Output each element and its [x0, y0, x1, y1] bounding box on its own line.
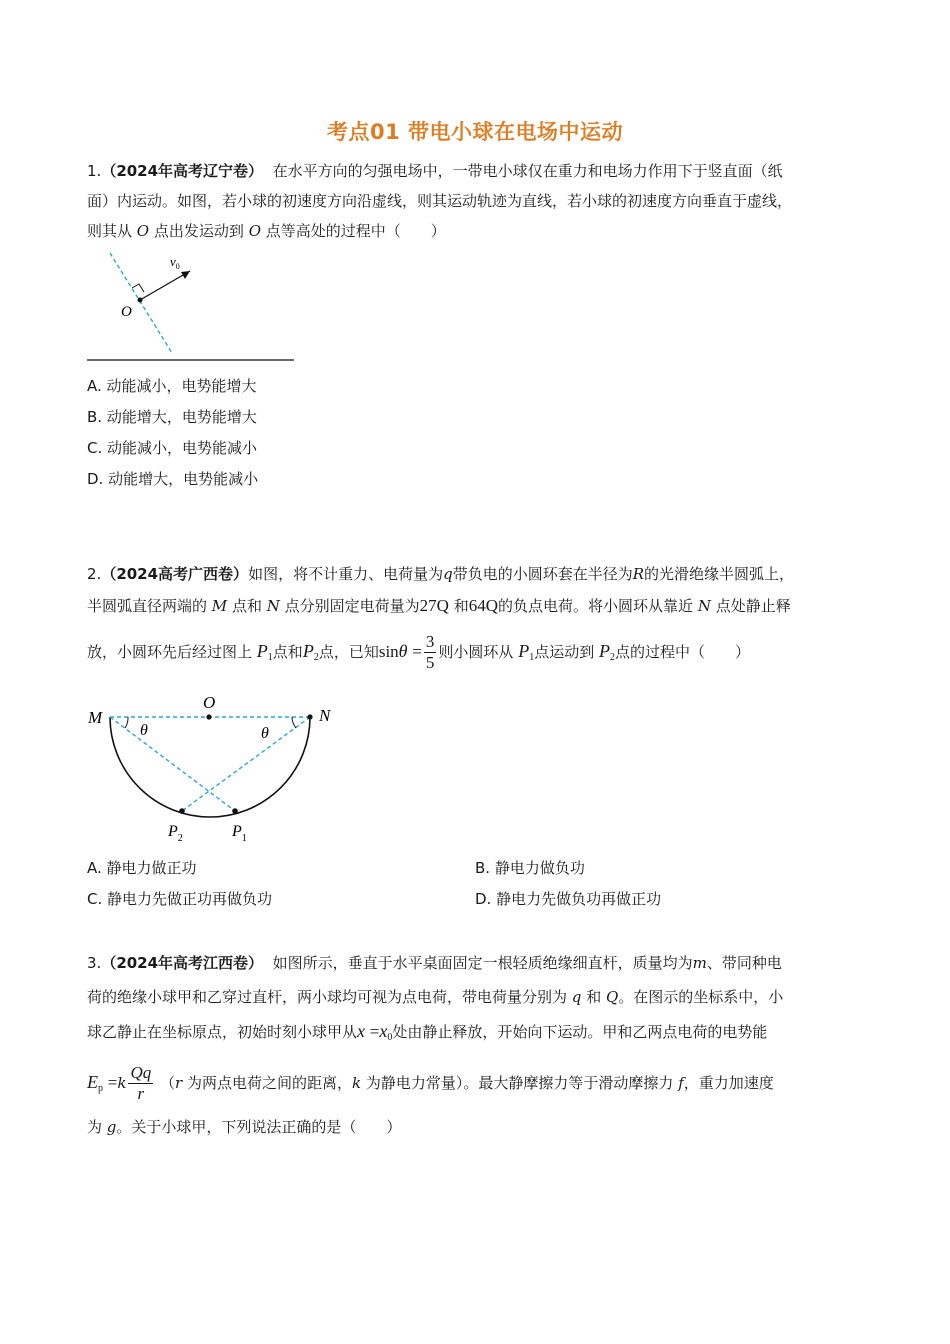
q1-line-2: 面）内运动。如图，若小球的初速度方向沿虚线，则其运动轨迹为直线，若小球的初速度方向垂直于虚线，: [87, 192, 793, 210]
fraction-3-5: $\frac{3}{5}$: [425, 632, 435, 672]
q3-line-1: 3.（2024年高考江西卷） 如图所示，垂直于水平桌面固定一根轻质绝缘细直杆，质量均为m、带同种电: [87, 954, 782, 972]
q3-line-4: $E_p =k$ $\frac{Qq}{r}$ （r 为两点电荷之间的距离，k 为静电力常量）。最大静摩擦力等于滑动摩擦力 f，重力加速度: [87, 1063, 774, 1103]
point-n: [307, 714, 312, 719]
q1-figure: [80, 248, 300, 368]
q2-figure: [82, 690, 342, 850]
fig2-theta-left: θ: [140, 722, 148, 739]
q1-option-b[interactable]: B. 动能增大，电势能增大: [87, 408, 257, 426]
q2-option-b[interactable]: B. 静电力做负功: [475, 859, 585, 877]
q1-option-c[interactable]: C. 动能减小，电势能减小: [87, 439, 258, 457]
line-m-p1: [110, 717, 235, 811]
fig2-o-label: O: [203, 693, 216, 712]
point-p1: [232, 808, 238, 814]
fraction-qq-r: $\frac{Qq}{r}$: [130, 1063, 152, 1103]
point-o: [206, 714, 211, 719]
q1-option-d[interactable]: D. 动能增大，电势能减小: [87, 470, 259, 488]
point-p2: [179, 808, 185, 814]
q3-line-5: 为 g。关于小球甲，下列说法正确的是（ ）: [87, 1118, 402, 1136]
angle-arc-m: [125, 717, 128, 728]
q1-option-a[interactable]: A. 动能减小，电势能增大: [87, 377, 257, 395]
point-o: [138, 298, 143, 303]
q2-line-1: 2.（2024高考广西卷）如图，将不计重力、电荷量为q带负电的小圆环套在半径为R的光滑绝缘半圆弧上，: [87, 565, 795, 583]
q3-line-3: 球乙静止在坐标原点，初始时刻小球甲从$x =x_0$处由静止释放，开始向下运动。甲和乙两点电荷的电势能: [87, 1021, 768, 1043]
q2-line-3: 放，小圆环先后经过图上 $P_1$点和$P_2$点，已知sinθ = $\frac{3}{5}$ 则小圆环从 $P_1$点运动到 $P_2$点的过程中（ ）: [87, 632, 750, 672]
question-1: [87, 156, 877, 246]
velocity-arrow: [140, 271, 190, 300]
question-2: [87, 558, 877, 674]
q2-line-2: 半圆弧直径两端的 M 点和 N 点分别固定电荷量为27Q 和64Q的负点电荷。将小圆环从靠近 N 点处静止释: [87, 596, 791, 615]
question-3: [87, 946, 877, 1144]
fig2-theta-right: θ: [261, 725, 269, 742]
fig2-p2-label: $P_2$: [168, 823, 183, 844]
q3-line-2: 荷的绝缘小球甲和乙穿过直杆，两小球均可视为点电荷，带电荷量分别为 q 和 Q。在图示的坐标系中，小: [87, 988, 784, 1006]
q2-option-a[interactable]: A. 静电力做正功: [87, 859, 197, 877]
fig2-m-label: M: [88, 708, 103, 727]
q1-line-3: 则其从 O 点出发运动到 O 点等高处的过程中（ ）: [87, 222, 446, 240]
page-title: 考点01 带电小球在电场中运动: [326, 120, 624, 144]
angle-arc-n: [292, 717, 296, 728]
fig2-p1-label: $P_1$: [232, 823, 247, 844]
fig2-n-label: N: [319, 706, 331, 725]
q2-option-d[interactable]: D. 静电力先做负功再做正功: [475, 890, 662, 908]
line-n-p2: [182, 717, 310, 811]
q2-option-c[interactable]: C. 静电力先做正功再做负功: [87, 890, 273, 908]
dashed-line: [110, 253, 172, 353]
fig1-o-label: O: [121, 304, 132, 320]
q1-line-1: 1.（2024年高考辽宁卷） 在水平方向的匀强电场中，一带电小球仅在重力和电场力作用下于竖直面（纸: [87, 162, 783, 180]
fig1-v0-label: $v_0$: [170, 254, 180, 271]
